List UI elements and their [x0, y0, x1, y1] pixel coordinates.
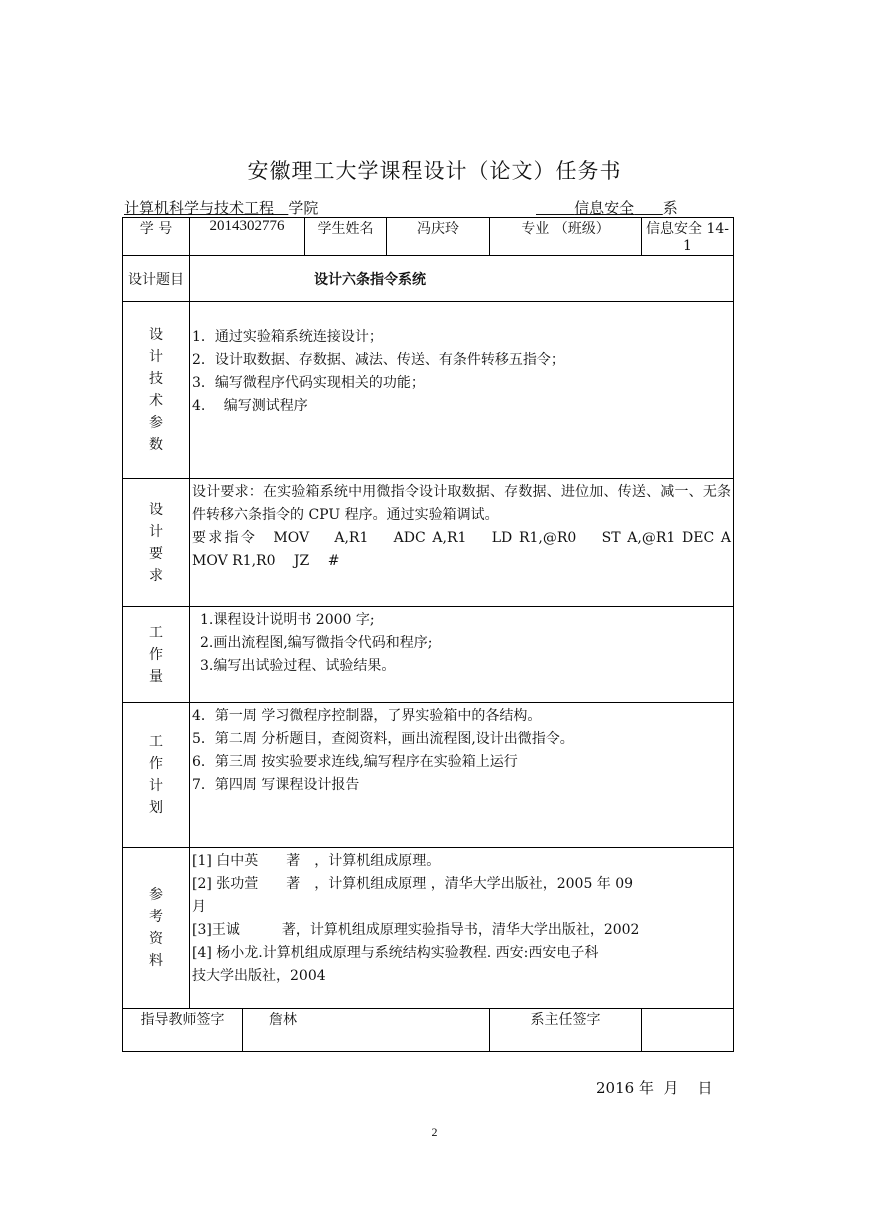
student-info-row [123, 218, 734, 256]
task-table [122, 217, 750, 1052]
work-plan-label: 工 作 计 划 [123, 703, 190, 848]
head-signature-label: 系主任签字 [490, 1009, 642, 1052]
topic-row [123, 256, 734, 302]
list-item: 2．设计取数据、存数据、减法、传送、有条件转移五指令； [192, 352, 565, 368]
list-item: 技大学出版社，2004 [192, 968, 326, 984]
workload-label: 工 作 量 [123, 607, 190, 703]
page-number: 2 [431, 1125, 438, 1139]
list-item: 7．第四周 写课程设计报告 [192, 777, 360, 793]
major-label: 专业 （班级） [490, 218, 642, 256]
references-label: 参 考 资 料 [123, 848, 190, 1009]
list-item: 4. 编写测试程序 [192, 398, 308, 414]
list-item: [4] 杨小龙.计算机组成原理与系统结构实验教程. 西安:西安电子科 [192, 945, 599, 961]
list-item: 1．通过实验箱系统连接设计； [192, 329, 383, 345]
required-instructions: 要求指令 MOV A,R1 ADC A,R1 LD R1,@R0 ST A,@R1 DEC A MOV R1,R0 JZ # [192, 530, 750, 569]
list-item: 4．第一周 学习微程序控制器，了界实验箱中的各结构。 [192, 708, 542, 724]
tech-params-row [123, 302, 734, 479]
work-plan-content [190, 703, 734, 848]
list-item: [1] 白中英 著 ，计算机组成原理。 [192, 853, 441, 869]
list-item: 1.课程设计说明书 2000 字; [200, 612, 375, 628]
document-title: 安徽理工大学课程设计（论文）任务书 [247, 159, 622, 183]
teacher-signature-value: 詹林 [243, 1009, 490, 1052]
workload-content [190, 607, 734, 703]
signing-date: 2016 年 月 日 [596, 1079, 713, 1097]
list-item: 3．编写微程序代码实现相关的功能； [192, 375, 425, 391]
list-item: [3]王诚 著，计算机组成原理实验指导书，清华大学出版社，2002 [192, 922, 640, 938]
references-content [190, 848, 734, 1009]
requirements-content [190, 479, 750, 607]
teacher-signature-label: 指导教师签字 [123, 1009, 243, 1052]
work-plan-row [123, 703, 734, 848]
list-item: 6．第三周 按实验要求连线,编写程序在实验箱上运行 [192, 754, 518, 770]
department-name: 信息安全 [574, 199, 635, 217]
requirements-label: 设 计 要 求 [123, 479, 190, 607]
topic-title: 设计六条指令系统 [190, 256, 734, 302]
list-item: 3.编写出试验过程、试验结果。 [200, 658, 396, 674]
list-item: 5．第二周 分析题目，查阅资料，画出流程图,设计出微指令。 [192, 731, 574, 747]
references-row [123, 848, 734, 1009]
signature-row [123, 1009, 734, 1052]
head-signature-value [642, 1009, 734, 1052]
tech-params-label: 设 计 技 术 参 数 [123, 302, 190, 479]
major-value: 信息安全 14-1 [642, 218, 734, 256]
tech-params-content [190, 302, 734, 479]
list-item: 2.画出流程图,编写微指令代码和程序; [200, 635, 433, 651]
requirements-row [123, 479, 734, 607]
list-item: 月 [192, 899, 206, 915]
requirements-text: 设计要求：在实验箱系统中用微指令设计取数据、存数据、进位加、传送、减一、无条件转移六条指令的 CPU 程序。通过实验箱调试。 [192, 484, 732, 523]
topic-label: 设计题目 [123, 256, 190, 302]
college-name: 计算机科学与技术工程 [124, 199, 275, 217]
college-department-line [124, 197, 732, 219]
student-id-label: 学 号 [123, 218, 190, 256]
student-name-label: 学生姓名 [305, 218, 387, 256]
college-suffix: 学院 [288, 199, 319, 217]
workload-row [123, 607, 734, 703]
department-suffix: 系 [662, 199, 678, 217]
list-item: [2] 张功萱 著 ，计算机组成原理 ，清华大学出版社，2005 年 09 [192, 876, 634, 892]
student-id-value: 2014302776 [190, 218, 305, 256]
student-name-value: 冯庆玲 [387, 218, 490, 256]
